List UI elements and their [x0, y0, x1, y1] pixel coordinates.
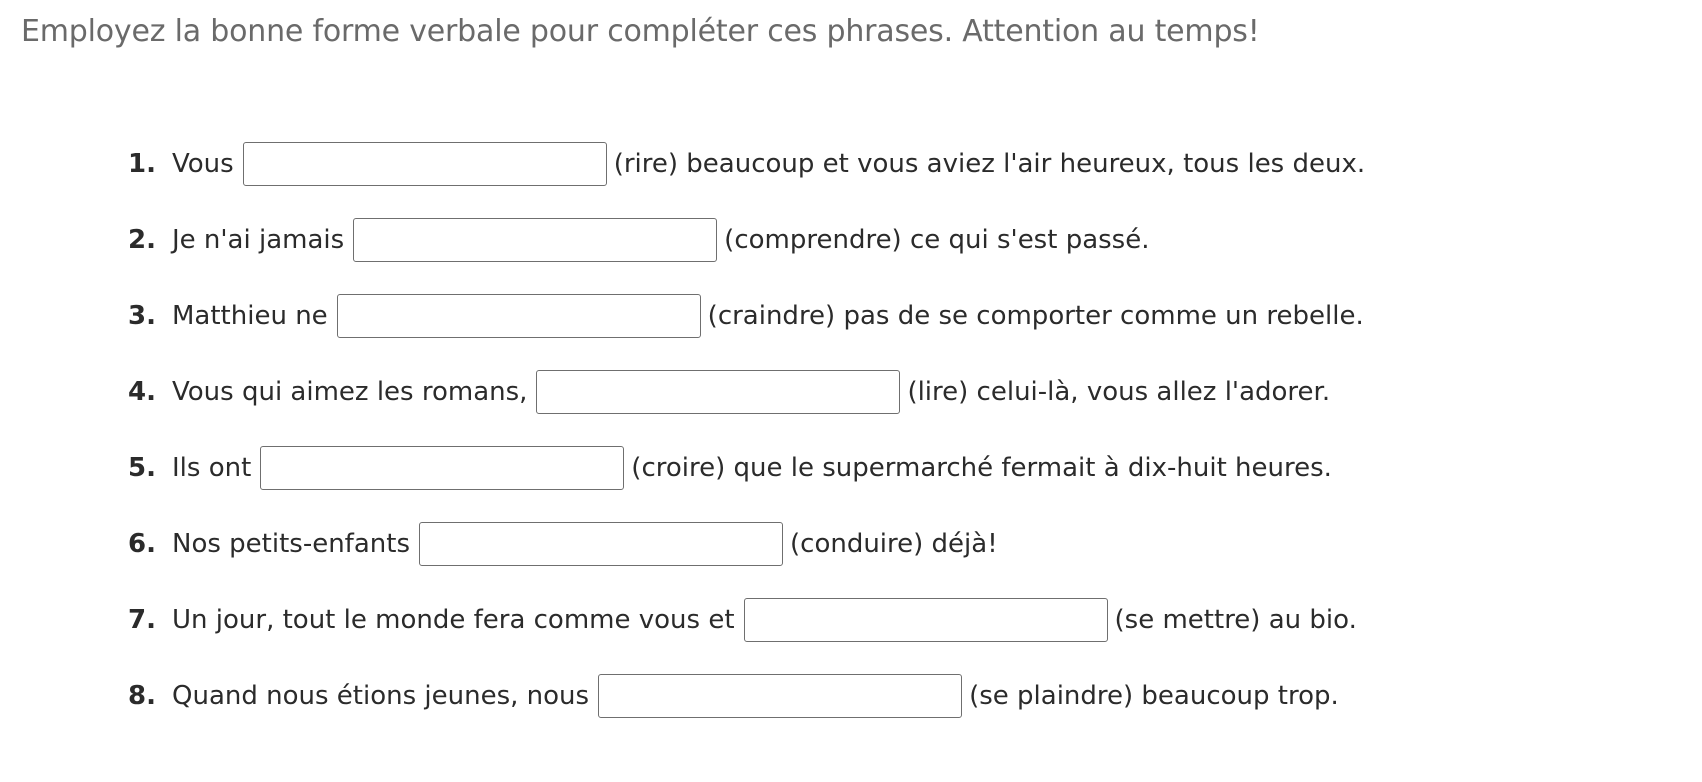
question-text-before: Matthieu ne: [172, 301, 328, 331]
question-8: [128, 674, 1365, 718]
instructions: Employez la bonne forme verbale pour compléter ces phrases. Attention au temps!: [21, 14, 1260, 49]
question-text-before: Je n'ai jamais: [172, 225, 345, 255]
question-text-after: (comprendre) ce qui s'est passé.: [724, 225, 1150, 255]
answer-input-6[interactable]: [419, 522, 783, 566]
question-text-before: Nos petits-enfants: [172, 529, 410, 559]
question-text-after: (se plaindre) beaucoup trop.: [969, 681, 1339, 711]
question-number: 7.: [128, 605, 156, 635]
question-text-after: (se mettre) au bio.: [1114, 605, 1357, 635]
question-number: 3.: [128, 301, 156, 331]
question-text-before: Ils ont: [172, 453, 252, 483]
question-number: 8.: [128, 681, 156, 711]
question-text-before: Quand nous étions jeunes, nous: [172, 681, 590, 711]
question-text-before: Vous: [172, 149, 234, 179]
question-2: [128, 218, 1365, 262]
answer-input-5[interactable]: [260, 446, 624, 490]
question-text-before: Vous qui aimez les romans,: [172, 377, 528, 407]
question-4: [128, 370, 1365, 414]
question-list: [128, 142, 1365, 718]
answer-input-2[interactable]: [353, 218, 717, 262]
question-5: [128, 446, 1365, 490]
question-7: [128, 598, 1365, 642]
question-number: 1.: [128, 149, 156, 179]
question-number: 4.: [128, 377, 156, 407]
question-text-after: (rire) beaucoup et vous aviez l'air heureux, tous les deux.: [613, 149, 1366, 179]
answer-input-8[interactable]: [598, 674, 962, 718]
answer-input-4[interactable]: [536, 370, 900, 414]
question-text-after: (croire) que le supermarché fermait à dix-huit heures.: [631, 453, 1332, 483]
question-text-before: Un jour, tout le monde fera comme vous et: [172, 605, 735, 635]
question-text-after: (conduire) déjà!: [790, 529, 998, 559]
question-number: 5.: [128, 453, 156, 483]
question-1: [128, 142, 1365, 186]
answer-input-3[interactable]: [337, 294, 701, 338]
question-3: [128, 294, 1365, 338]
question-number: 2.: [128, 225, 156, 255]
question-text-after: (lire) celui-là, vous allez l'adorer.: [907, 377, 1331, 407]
question-number: 6.: [128, 529, 156, 559]
answer-input-1[interactable]: [243, 142, 607, 186]
answer-input-7[interactable]: [744, 598, 1108, 642]
question-6: [128, 522, 1365, 566]
question-text-after: (craindre) pas de se comporter comme un rebelle.: [707, 301, 1364, 331]
